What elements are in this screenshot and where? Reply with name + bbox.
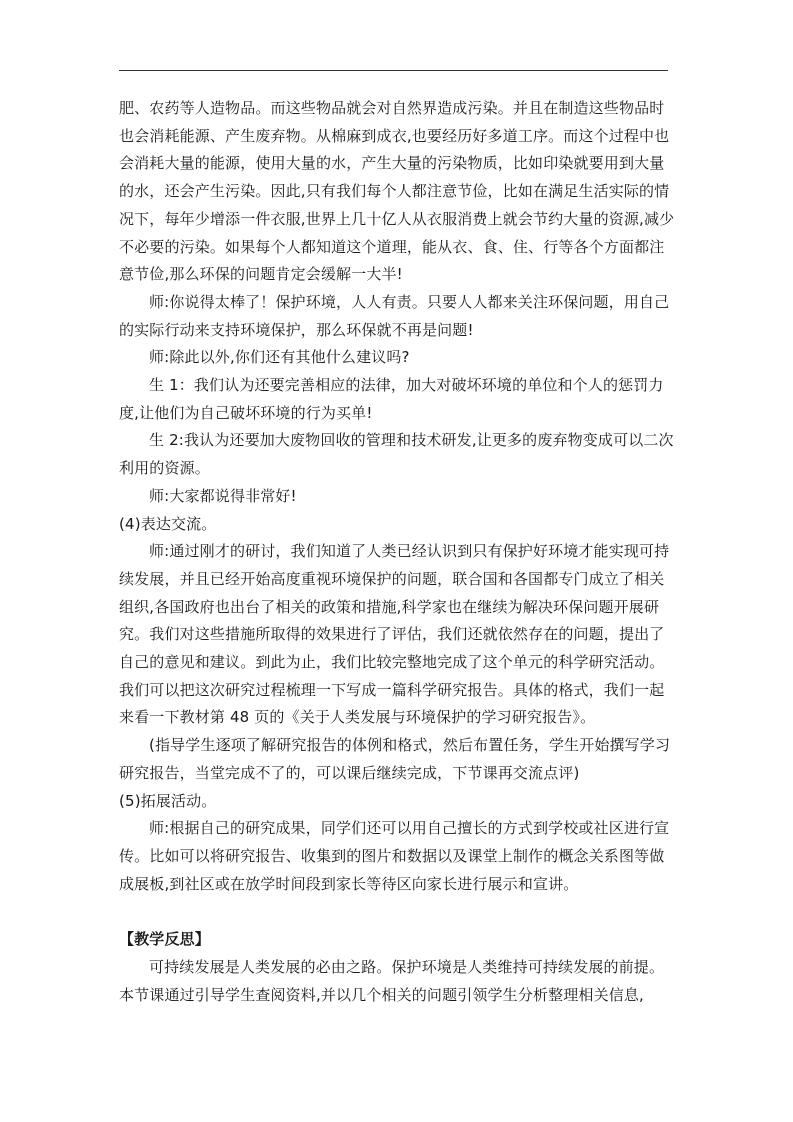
header-rule xyxy=(119,70,668,71)
page-body xyxy=(119,95,679,1010)
paragraph-step-4-body: 师:通过刚才的研讨，我们知道了人类已经认识到只有保护好环境才能实现可持续发展，并且已经开始高度重视环境保护的问题，联合国和各国都专门成立了相关组织,各国政府也出台了相关的政策和措施,科学家也在继续为解决环保问题开展研究。我们对这些措施所取得的效果进行了评估，我们还就依然存在的问题，提出了自己的意见和建议。到此为止，我们比较完整地完成了这个单元的科学研究活动。我们可以把这次研究过程梳理一下写成一篇科学研究报告。具体的格式，我们一起来看一下教材第 48 页的《关于人类发展与环境保护的学习研究报告》。 xyxy=(119,542,670,727)
section-heading-reflection: 【教学反思】 xyxy=(119,930,210,949)
paragraph-teacher-praise: 师:你说得太棒了！保护环境，人人有责。只要人人都来关注环保问题，用自己的实际行动来支持环境保护，那么环保就不再是问题! xyxy=(119,292,670,339)
paragraph-instruction-note: (指导学生逐项了解研究报告的体例和格式，然后布置任务，学生开始撰写学习研究报告，当堂完成不了的，可以课后继续完成，下节课再交流点评) xyxy=(119,736,671,782)
paragraph-student-1: 生 1：我们认为还要完善相应的法律，加大对破坏环境的单位和个人的惩罚力度,让他们为自己破坏环境的行为买单! xyxy=(119,376,664,422)
paragraph-step-5-body: 师:根据自己的研究成果，同学们还可以用自己擅长的方式到学校或社区进行宣传。比如可以将研究报告、收集到的图片和数据以及课堂上制作的概念关系图等做成展板,到社区或在放学时间段到家长等待区向家长进行展示和宣讲。 xyxy=(119,819,670,893)
paragraph-reflection: 可持续发展是人类发展的必由之路。保护环境是人类维持可持续发展的前提。本节课通过引导学生查阅资料,并以几个相关的问题引领学生分析整理相关信息, xyxy=(119,958,665,1004)
step-4-heading: (4)表达交流。 xyxy=(119,514,217,533)
paragraph-student-2: 生 2:我认为还要加大废物回收的管理和技术研发,让更多的废弃物变成可以二次利用的资源。 xyxy=(119,431,674,478)
step-5-heading: (5)拓展活动。 xyxy=(119,791,217,810)
paragraph-teacher-summary: 师:大家都说得非常好! xyxy=(149,486,297,505)
paragraph-continuation: 肥、农药等人造物品。而这些物品就会对自然界造成污染。并且在制造这些物品时也会消耗能源、产生废弃物。从棉麻到成衣,也要经历好多道工序。而这个过程中也会消耗大量的能源，使用大量的水，产生大量的污染物质，比如印染就要用到大量的水，还会产生污染。因此,只有我们每个人都注意节俭，比如在满足生活实际的情况下，每年少增添一件衣服,世界上几十亿人从衣服消费上就会节约大量的资源,减少不必要的污染。如果每个人都知道这个道理，能从衣、食、住、行等各个方面都注意节俭,那么环保的问题肯定会缓解一大半! xyxy=(119,99,675,284)
paragraph-teacher-question: 师:除此以外,你们还有其他什么建议吗? xyxy=(149,348,410,367)
